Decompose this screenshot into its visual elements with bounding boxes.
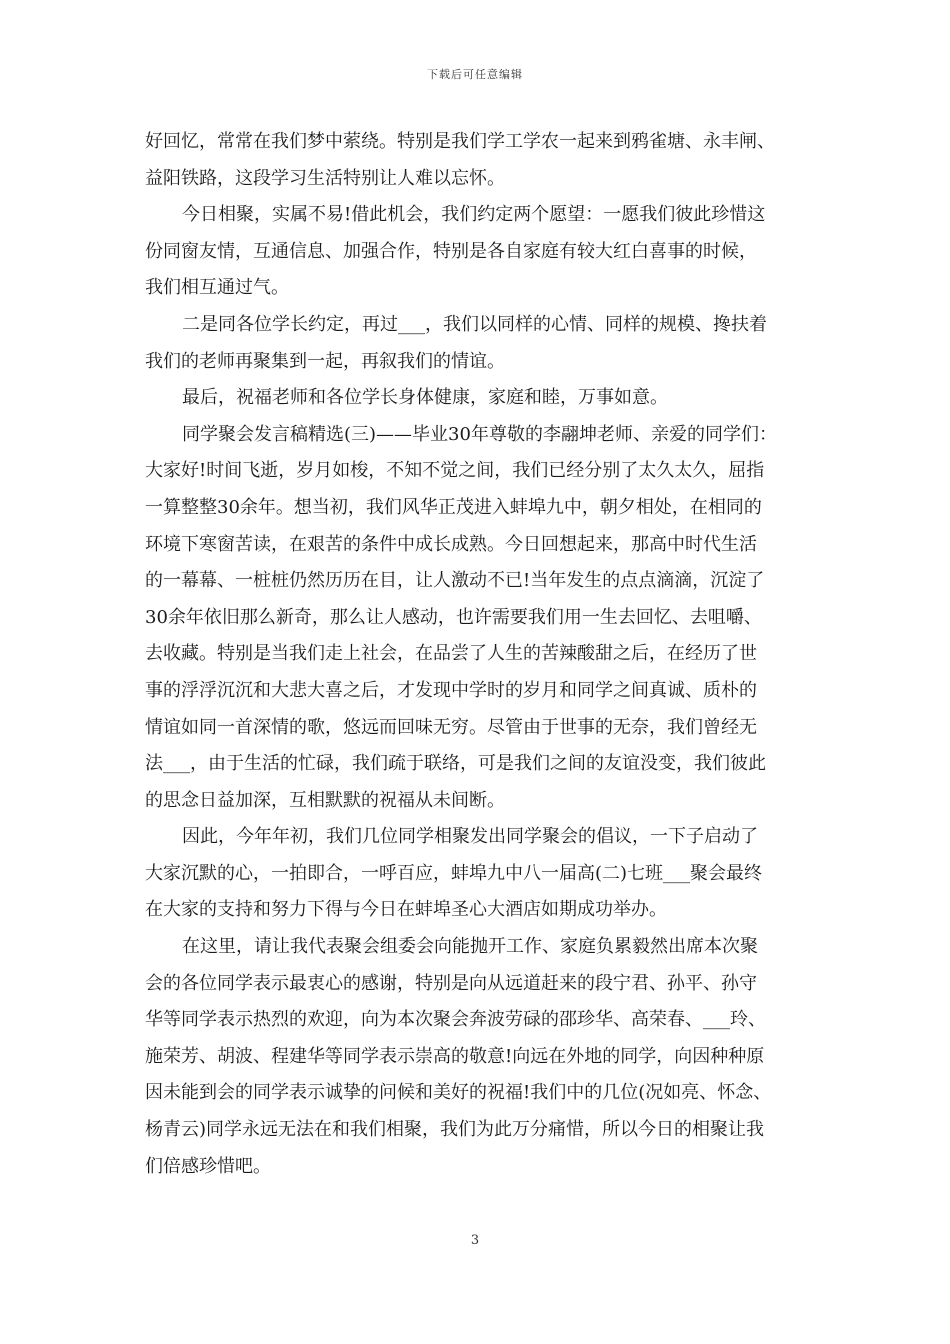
- text-line: 二是同各位学长约定，再过___，我们以同样的心情、同样的规模、搀扶着: [182, 313, 767, 335]
- text-line: 一算整整30余年。想当初，我们风华正茂进入蚌埠九中，朝夕相处，在相同的: [145, 496, 762, 518]
- text-line: 的思念日益加深，互相默默的祝福从未间断。: [145, 789, 505, 811]
- text-line: 的一幕幕、一桩桩仍然历历在目，让人激动不已!当年发生的点点滴滴，沉淀了: [145, 570, 765, 592]
- text-line: 30余年依旧那么新奇，那么让人感动，也许需要我们用一生去回忆、去咀嚼、: [145, 606, 762, 628]
- text-line: 同学聚会发言稿精选(三)——毕业30年尊敬的李翮坤老师、亲爱的同学们：: [182, 423, 777, 445]
- text-line: 份同窗友情，互通信息、加强合作，特别是各自家庭有较大红白喜事的时候，: [145, 240, 757, 262]
- page-header: 下载后可任意编辑: [427, 68, 523, 81]
- text-line: 去收藏。特别是当我们走上社会，在品尝了人生的苦辣酸甜之后，在经历了世: [145, 643, 757, 665]
- text-line: 们倍感珍惜吧。: [145, 1155, 271, 1177]
- text-line: 环境下寒窗苦读，在艰苦的条件中成长成熟。今日回想起来，那高中时代生活: [145, 533, 757, 555]
- text-line: 施荣芳、胡波、程建华等同学表示崇高的敬意!向远在外地的同学，向因种种原: [145, 1045, 765, 1067]
- text-line: 因此，今年年初，我们几位同学相聚发出同学聚会的倡议，一下子启动了: [182, 826, 758, 848]
- text-line: 大家好!时间飞逝，岁月如梭，不知不觉之间，我们已经分别了太久太久，屈指: [145, 460, 765, 482]
- text-line: 法___，由于生活的忙碌，我们疏于联络，可是我们之间的友谊没变，我们彼此: [145, 753, 766, 775]
- text-line: 好回忆，常常在我们梦中萦绕。特别是我们学工学农一起来到鸦雀塘、永丰闸、: [145, 131, 775, 152]
- text-line: 益阳铁路，这段学习生活特别让人难以忘怀。: [145, 167, 505, 189]
- text-line: 华等同学表示热烈的欢迎，向为本次聚会奔波劳碌的邵珍华、高荣春、___玲、: [145, 1009, 766, 1031]
- text-line: 情谊如同一首深情的歌，悠远而回味无穷。尽管由于世事的无奈，我们曾经无: [145, 716, 757, 738]
- text-line: 我们相互通过气。: [145, 277, 289, 299]
- text-line: 杨青云)同学永远无法在和我们相聚，我们为此万分痛惜，所以今日的相聚让我: [145, 1119, 765, 1141]
- text-line: 会的各位同学表示最衷心的感谢，特别是向从远道赶来的段宁君、孙平、孙守: [145, 972, 757, 994]
- text-line: 在大家的支持和努力下得与今日在蚌埠圣心大酒店如期成功举办。: [145, 899, 667, 921]
- text-line: 今日相聚，实属不易!借此机会，我们约定两个愿望：一愿我们彼此珍惜这: [182, 204, 766, 226]
- text-line: 最后，祝福老师和各位学长身体健康，家庭和睦，万事如意。: [182, 387, 668, 409]
- document-body: [145, 124, 815, 1185]
- page-number: 3: [470, 1233, 480, 1248]
- text-line: 大家沉默的心，一拍即合，一呼百应，蚌埠九中八一届高(二)七班___聚会最终: [145, 862, 763, 884]
- text-line: 在这里，请让我代表聚会组委会向能抛开工作、家庭负累毅然出席本次聚: [182, 936, 758, 958]
- text-line: 我们的老师再聚集到一起，再叙我们的情谊。: [145, 350, 505, 372]
- text-line: 事的浮浮沉沉和大悲大喜之后，才发现中学时的岁月和同学之间真诚、质朴的: [145, 679, 757, 701]
- text-line: 因未能到会的同学表示诚挚的问候和美好的祝福!我们中的几位(况如亮、怀念、: [145, 1082, 772, 1104]
